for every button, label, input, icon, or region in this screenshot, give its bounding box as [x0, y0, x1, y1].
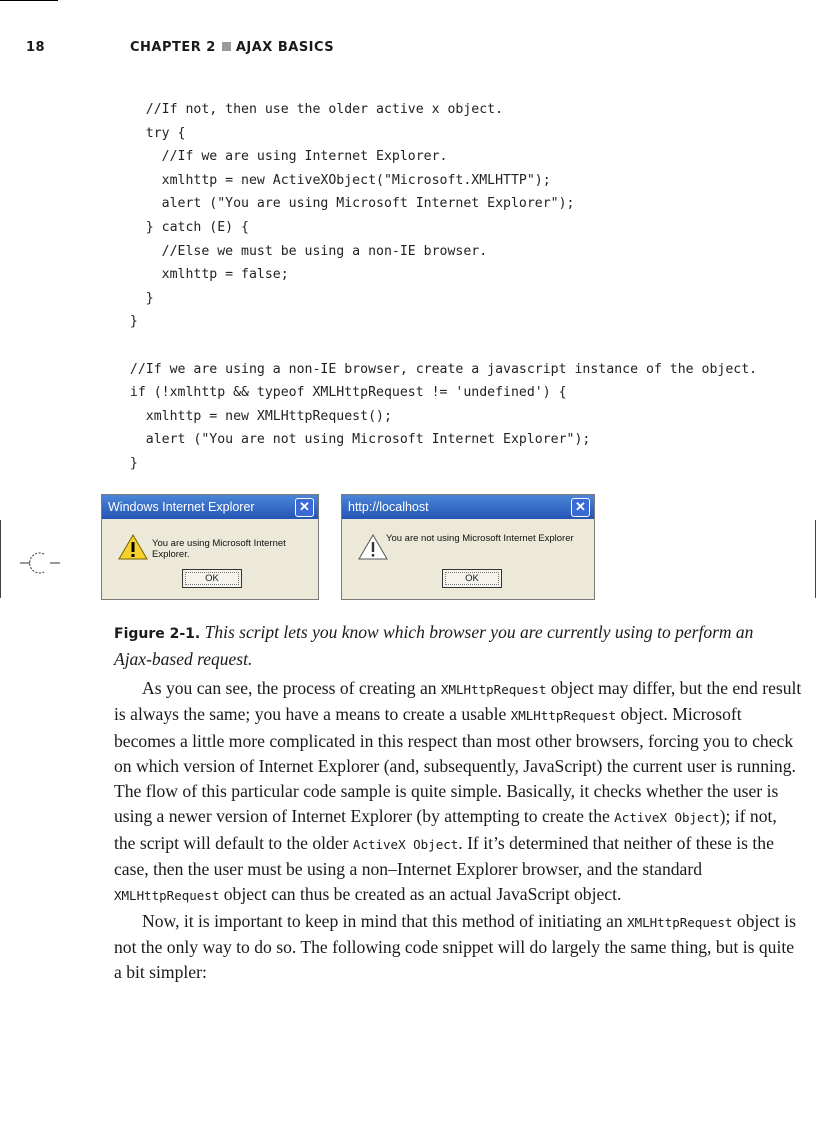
code-line: }: [114, 290, 154, 306]
close-icon[interactable]: ✕: [295, 498, 314, 517]
dialog-title: Windows Internet Explorer: [108, 500, 255, 514]
dialog-message: You are using Microsoft Internet Explorer.: [152, 538, 286, 560]
inline-code: ActiveX Object: [614, 810, 720, 826]
code-listing: [114, 98, 794, 476]
code-line: alert ("You are using Microsoft Internet Explorer");: [114, 196, 575, 212]
ok-button-label: OK: [445, 572, 499, 585]
code-line: xmlhttp = new ActiveXObject("Microsoft.XMLHTTP");: [114, 172, 551, 188]
code-line: //Else we must be using a non-IE browser.: [114, 243, 488, 259]
warning-icon: [358, 533, 388, 561]
chapter-title: AJAX BASICS: [235, 40, 335, 55]
registration-mark-icon: [20, 550, 60, 576]
code-line: }: [114, 314, 138, 330]
text-run: . If it’s determined that neither of these is the case, then the user must be using a non–Internet Explorer browser, and the standard: [114, 832, 774, 880]
warning-icon: [118, 533, 148, 561]
figure-label: Figure 2-1.: [114, 626, 201, 642]
code-line: //If not, then use the older active x object.: [114, 102, 504, 117]
code-line: //If we are using Internet Explorer.: [114, 149, 448, 165]
ok-button[interactable]: [442, 569, 502, 588]
text-run: object can thus be created as an actual JavaScript object.: [219, 884, 622, 905]
ie-alert-dialog: [101, 494, 319, 600]
dialog-message: You are not using Microsoft Internet Explorer: [386, 533, 574, 544]
paragraph: [114, 909, 802, 986]
figure-caption-text: This script lets you know which browser you are currently using to perform an Ajax-based request.: [114, 622, 754, 669]
inline-code: XMLHttpRequest: [440, 682, 547, 697]
code-line: //If we are using a non-IE browser, create a javascript instance of the object.: [114, 361, 758, 377]
text-run: ); if not, the script will default to the older: [114, 806, 777, 853]
crop-mark-left: [0, 520, 1, 598]
ok-button[interactable]: [182, 569, 242, 588]
text-run: object is not the only way to do so. The following code snippet will do largely the same thing, but is quite a bit simpler:: [114, 910, 796, 983]
code-line: }: [114, 455, 138, 471]
text-run: Now, it is important to keep in mind that this method of initiating an: [142, 910, 628, 931]
body-text: [114, 676, 802, 986]
text-run: As you can see, the process of creating an: [142, 678, 441, 698]
paragraph: [114, 676, 802, 909]
close-icon[interactable]: ✕: [571, 498, 590, 517]
dialog-title: http://localhost: [348, 500, 429, 514]
square-bullet-icon: [222, 42, 231, 51]
code-line: try {: [114, 125, 186, 141]
crop-mark-top: [0, 0, 58, 1]
text-run: object. Microsoft becomes a little more complicated in this respect than most other browsers, forcing you to check on which version of Internet Explorer (and, subsequently, JavaScript) the current user is running. The flow of this particular code sample is quite simple. Basically, it checks whether the user is using a newer version of Internet Explorer (by attempting to create the: [114, 704, 796, 827]
page-number: 18: [26, 40, 46, 55]
figure-caption: [114, 620, 794, 672]
inline-code: XMLHttpRequest: [114, 888, 220, 904]
chapter-heading: [130, 40, 334, 55]
inline-code: XMLHttpRequest: [510, 708, 617, 724]
code-line: xmlhttp = new XMLHttpRequest();: [114, 408, 392, 424]
dialog-titlebar: [102, 495, 318, 519]
ok-button-label: OK: [185, 572, 239, 585]
running-header: [26, 40, 786, 60]
chapter-label: CHAPTER 2: [130, 40, 216, 55]
dialog-titlebar: [342, 495, 594, 519]
code-line: xmlhttp = false;: [114, 267, 289, 283]
inline-code: XMLHttpRequest: [627, 914, 733, 930]
inline-code: ActiveX Object: [352, 836, 459, 852]
code-line: } catch (E) {: [114, 219, 249, 235]
non-ie-alert-dialog: [341, 494, 595, 600]
code-line: alert ("You are not using Microsoft Internet Explorer");: [114, 432, 591, 448]
code-line: if (!xmlhttp && typeof XMLHttpRequest != 'undefined') {: [114, 385, 567, 401]
text-run: object may differ, but the end result is always the same; you have a means to create a usable: [114, 678, 802, 725]
